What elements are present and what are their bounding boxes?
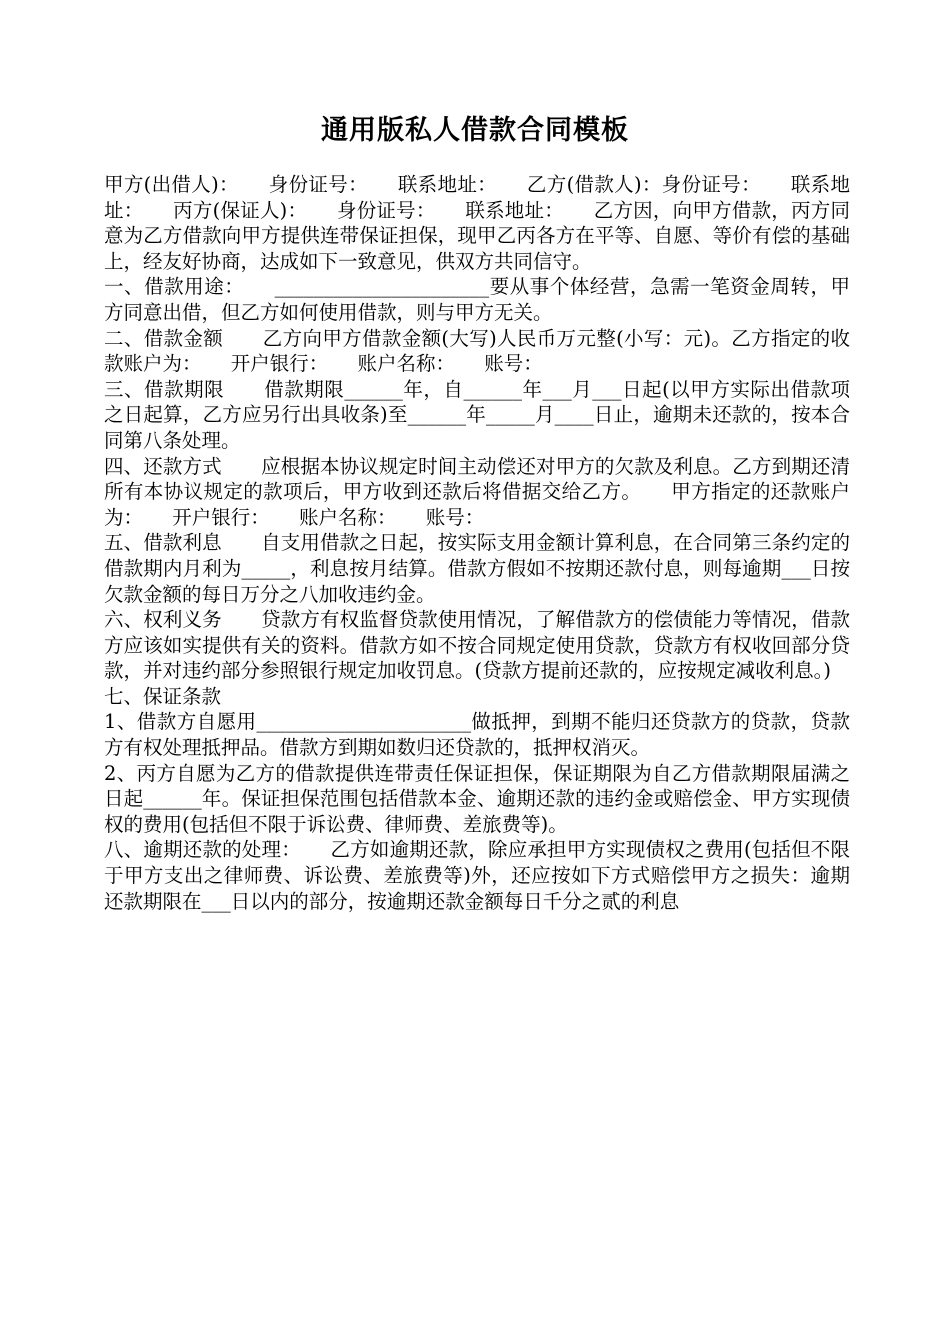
paragraph-interest: 五、借款利息 自支用借款之日起，按实际支用金额计算利息，在合同第三条约定的借款期内月利为_____，利息按月结算。借款方假如不按期还款付息，则每逾期___日按欠款金额的每日万分之八加收违约金。 [104,531,850,606]
paragraph-loan-purpose: 一、借款用途： ______________________要从事个体经营，急需一笔资金周转，甲方同意出借，但乙方如何使用借款，则与甲方无关。 [104,275,850,324]
paragraph-repayment-method: 四、还款方式 应根据本协议规定时间主动偿还对甲方的欠款及利息。乙方到期还清所有本协议规定的款项后，甲方收到还款后将借据交给乙方。 甲方指定的还款账户为： 开户银行： 账户名称： 账号： [104,454,850,529]
document-title: 通用版私人借款合同模板 [321,115,629,146]
paragraph-rights-obligations: 六、权利义务 贷款方有权监督贷款使用情况，了解借款方的偿债能力等情况，借款方应该如实提供有关的资料。借款方如不按合同规定使用贷款，贷款方有权收回部分贷款，并对违约部分参照银行规定加收罚息。(贷款方提前还款的，应按规定减收利息。) [104,608,850,683]
paragraph-guarantee-2: 2、丙方自愿为乙方的借款提供连带责任保证担保，保证期限为自乙方借款期限届满之日起______年。保证担保范围包括借款本金、逾期还款的违约金或赔偿金、甲方实现债权的费用(包括但不限于诉讼费、律师费、差旅费等)。 [104,761,850,836]
paragraph-guarantee-1: 1、借款方自愿用______________________做抵押，到期不能归还贷款方的贷款，贷款方有权处理抵押品。借款方到期如数归还贷款的，抵押权消灭。 [104,710,850,760]
document-body [104,172,850,914]
paragraph-parties: 甲方(出借人)： 身份证号： 联系地址： 乙方(借款人)：身份证号： 联系地址： 丙方(保证人)： 身份证号： 联系地址： 乙方因，向甲方借款，丙方同意为乙方借款向甲方提供连带保证担保，现甲乙丙各方在平等、自愿、等价有偿的基础上，经友好协商，达成如下一致意见，供双方共同信守。 [104,173,850,273]
paragraph-loan-amount: 二、借款金额 乙方向甲方借款金额(大写)人民币万元整(小写：元)。乙方指定的收款账户为： 开户银行： 账户名称： 账号： [104,326,850,376]
paragraph-loan-term: 三、借款期限 借款期限______年，自______年___月___日起(以甲方实际出借款项之日起算，乙方应另行出具收条)至______年_____月____日止，逾期未还款的，按本合同第八条处理。 [104,377,850,452]
paragraph-guarantee-heading: 七、保证条款 [104,684,222,708]
paragraph-overdue: 八、逾期还款的处理： 乙方如逾期还款，除应承担甲方实现债权之费用(包括但不限于甲方支出之律师费、诉讼费、差旅费等)外，还应按如下方式赔偿甲方之损失：逾期还款期限在___日以内的部分，按逾期还款金额每日千分之贰的利息 [104,838,850,913]
